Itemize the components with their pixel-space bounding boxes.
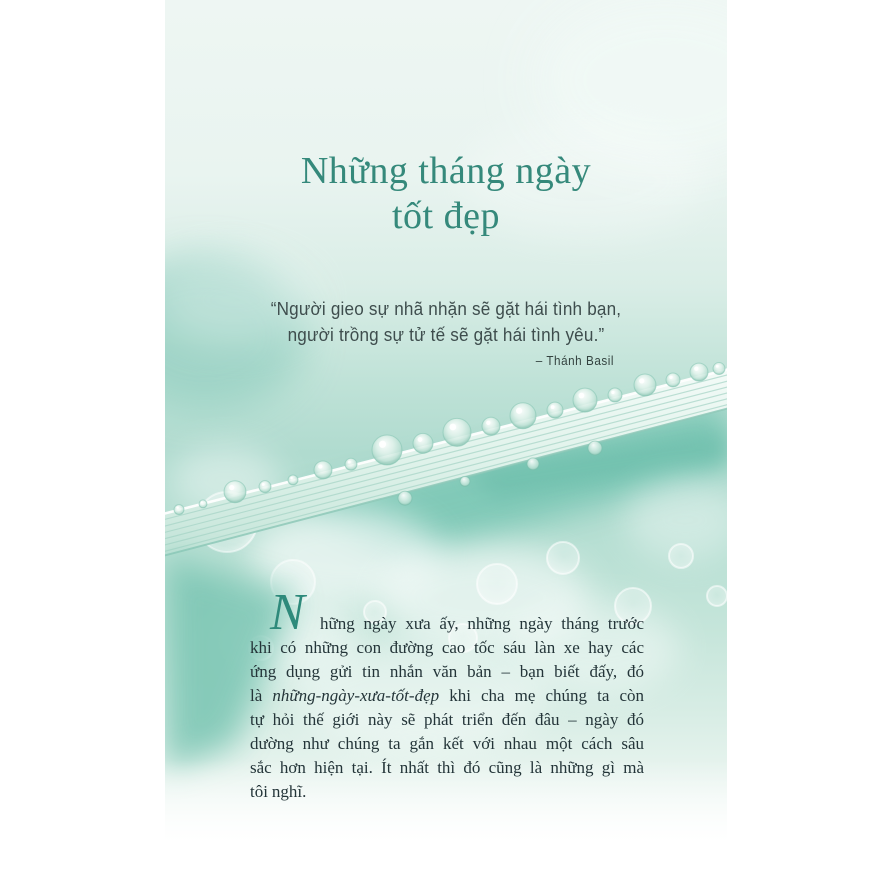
epigraph-quote [179, 296, 713, 348]
chapter-title-line2: tốt đẹp [392, 195, 500, 237]
quote-attribution: – Thánh Basil [535, 353, 614, 368]
drop-cap: N [270, 584, 305, 641]
italic-phrase: những-ngày-xưa-tốt-đẹp [272, 686, 440, 705]
paragraph-line: sắc hơn hiện tại. Ít nhất thì đó cũng là những gì mà [250, 758, 644, 777]
paragraph-line: khi có những con đường cao tốc sáu làn xe hay các [250, 638, 644, 657]
paragraph-line: tôi nghĩ. [250, 782, 307, 801]
paragraph-line: tự hỏi thế giới này sẽ phát triển đến đâu – ngày đó [250, 710, 644, 729]
book-page [165, 0, 727, 871]
body-paragraph [250, 584, 644, 804]
paragraph-line: dường như chúng ta gắn kết với nhau một cách sâu [250, 734, 644, 753]
epigraph-quote-line2: người trồng sự tử tế sẽ gặt hái tình yêu.” [287, 325, 605, 345]
chapter-title [165, 149, 727, 239]
chapter-title-line1: Những tháng ngày [300, 150, 592, 192]
paragraph-line: hững ngày xưa ấy, những ngày tháng trước [320, 614, 644, 633]
paragraph-line: là những-ngày-xưa-tốt-đẹp khi cha mẹ chúng ta còn [250, 686, 644, 705]
paragraph-line: ứng dụng gửi tin nhắn văn bản – bạn biết đấy, đó [250, 662, 644, 681]
epigraph-quote-line1: “Người gieo sự nhã nhặn sẽ gặt hái tình bạn, [270, 299, 622, 319]
